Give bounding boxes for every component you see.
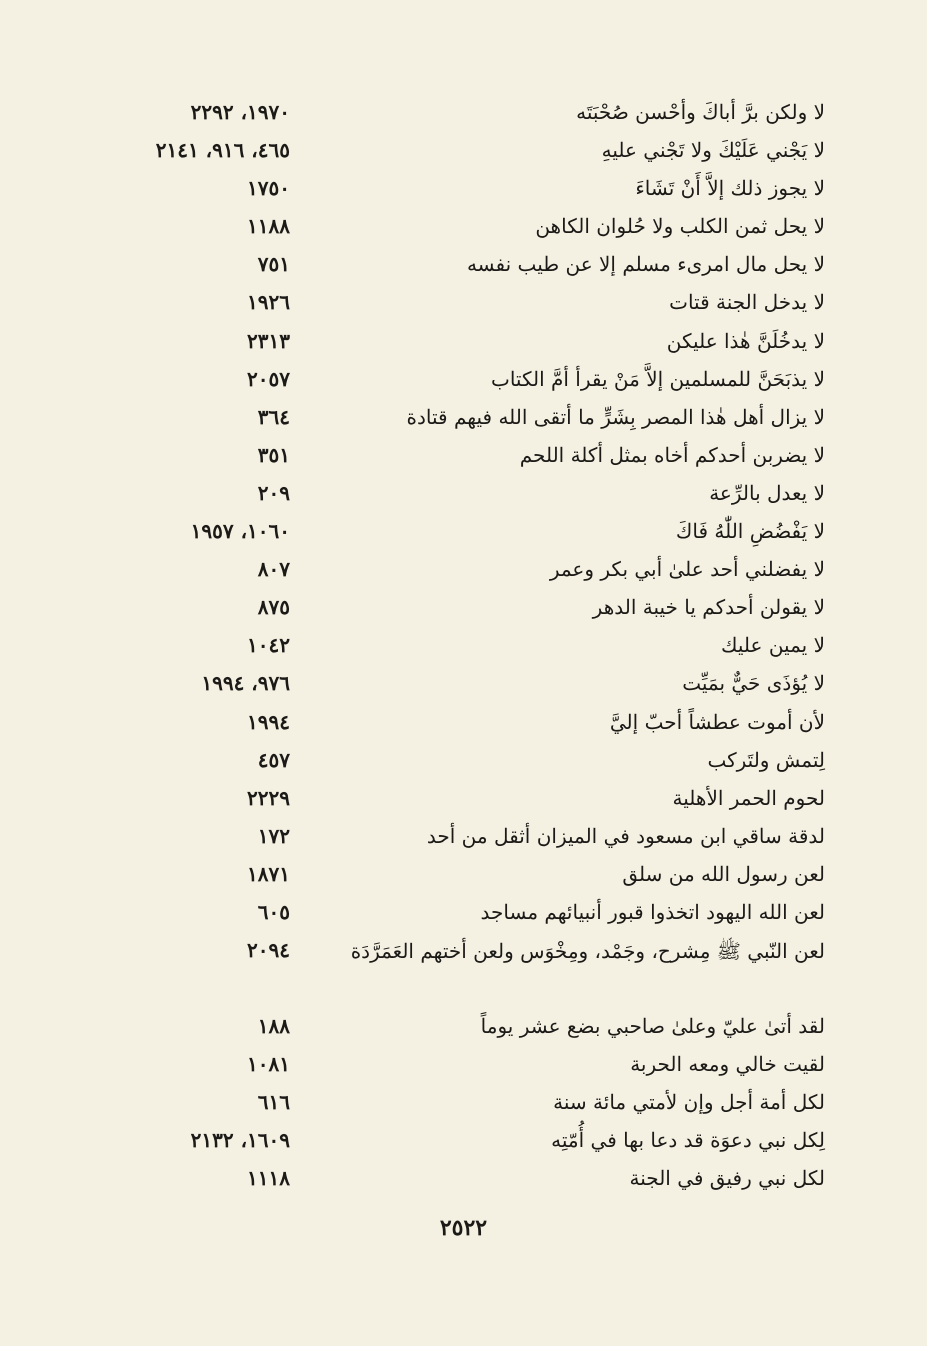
entry-phrase: لا يزال أهل هٰذا المصر بِشَرٍّ ما أتقى الله فيهم قتادة [406,404,825,429]
entry-phrase: لا يذبَحَنَّ للمسلمين إلاَّ مَنْ يقرأ أمَّ الكتاب [490,366,825,391]
index-entry [90,206,825,244]
index-entry [90,549,825,587]
entry-references: ٢٠٥٧ [247,366,290,391]
entry-references: ٤٥٧ [257,747,290,772]
entry-phrase: لا يدخُلَنَّ هٰذا عليكن [666,328,825,353]
entry-references: ١٠٤٢ [247,633,290,658]
entry-references: ١٩٧٠، ٢٢٩٢ [190,100,290,124]
index-entry [90,1158,825,1196]
entry-references: ٢٠٩ [257,480,290,505]
entry-phrase: لقد أتىٰ عليّ وعلىٰ صاحبي بضع عشر يوماً [480,1014,825,1039]
index-entry [90,625,825,663]
entry-references: ٨٠٧ [257,557,290,582]
index-entry [90,892,825,930]
entry-references: ٢٣١٣ [247,328,290,353]
index-entry [90,1082,825,1120]
entry-references: ١١١٨ [247,1166,290,1191]
entry-references: ٣٥١ [257,442,290,467]
entry-phrase: لا يضربن أحدكم أخاه بمثل أكلة اللحم [519,442,825,467]
entry-phrase: لحوم الحمر الأهلية [672,785,825,810]
entry-references: ١٧٢ [257,823,290,848]
entry-phrase: لأن أموت عطشاً أحبّ إليَّ [609,709,825,734]
entry-references: ١٩٢٦ [247,290,290,315]
entry-references: ٣٦٤ [257,404,290,429]
entry-phrase: لا يحل مال امرىء مسلم إلا عن طيب نفسه [466,252,825,277]
entry-references: ١١٨٨ [247,214,290,239]
index-entry [90,816,825,854]
page-number: ٢٥٢٢ [439,1215,488,1241]
index-entry [90,854,825,892]
index-entry [90,1120,825,1158]
entry-references: ٦١٦ [257,1090,290,1115]
index-entry [90,244,825,282]
entry-references: ١٨٨ [257,1014,290,1039]
entry-references: ٢٠٩٤ [247,938,290,963]
entry-phrase: لا يحل ثمن الكلب ولا حُلوان الكاهن [535,214,825,239]
index-entry [90,1044,825,1082]
index-entry [90,778,825,816]
index-entry [90,702,825,740]
index-entry [90,397,825,435]
index-entry [90,130,825,168]
entry-phrase: لا يدخل الجنة قتات [669,290,825,315]
entry-references: ١٦٠٩، ٢١٣٢ [190,1128,290,1153]
entry-phrase: لا يُؤذَى حَيٌّ بمَيِّت [682,671,825,696]
entry-phrase: لكل نبي رفيق في الجنة [629,1166,825,1191]
entry-phrase: لا يفضلني أحد علىٰ أبي بكر وعمر [549,557,825,582]
entry-references: ١٩٩٤ [247,709,290,734]
entry-references: ٩٧٦، ١٩٩٤ [201,671,290,696]
index-entry [90,587,825,625]
entry-phrase: لعن رسول الله من سلق [622,861,825,886]
entry-references: ٨٧٥ [257,595,290,620]
entry-references: ٤٦٥، ٩١٦، ٢١٤١ [155,138,290,163]
index-entry [90,663,825,701]
index-entry [90,511,825,549]
entry-phrase: لِكل نبي دعوَة قد دعا بها في أُمّتِه [551,1128,825,1153]
index-entry [90,359,825,397]
entry-phrase: لعن الله اليهود اتخذوا قبور أنبيائهم مساجد [480,899,825,924]
index-entry [90,1006,825,1044]
entry-phrase: لا يعدل بالرِّعة [709,480,825,505]
entry-phrase: لا ولكن برَّ أباكَ وأحْسن صُحْبَتَه [576,100,825,124]
entry-references: ١٠٨١ [247,1052,290,1077]
entry-references: ١٠٦٠، ١٩٥٧ [190,519,290,544]
index-entries-list [90,92,825,1197]
entry-phrase: لعن النّبي ﷺ مِشرح، وجَمْد، ومِخْوَس ولعن أختهم العَمَرَّدَة [350,939,825,964]
index-entry [90,92,825,130]
entry-phrase: لقيت خالي ومعه الحربة [630,1052,825,1077]
entry-phrase: لا يمين عليك [721,633,825,658]
index-entry [90,930,825,1006]
index-entry [90,435,825,473]
entry-phrase: لا يجوز ذلك إلاَّ أَنْ تَشَاءَ [635,176,825,201]
entry-references: ١٨٧١ [247,861,290,886]
entry-phrase: لا يقولن أحدكم يا خيبة الدهر [592,595,825,620]
index-entry [90,473,825,511]
index-entry [90,740,825,778]
entry-references: ٦٠٥ [257,899,290,924]
index-entry [90,282,825,320]
entry-references: ٧٥١ [257,252,290,277]
entry-phrase: لدقة ساقي ابن مسعود في الميزان أثقل من أحد [426,823,825,848]
index-entry [90,321,825,359]
entry-references: ١٧٥٠ [247,176,290,201]
index-entry [90,168,825,206]
entry-phrase: لا يَجْني عَلَيْكَ ولا تَجْني عليهِ [601,138,825,163]
entry-phrase: لِتمش ولتَركب [707,747,825,772]
entry-references: ٢٢٢٩ [247,785,290,810]
entry-phrase: لا يَفْضُضِ اللّٰهُ فَاكَ [675,519,825,544]
entry-phrase: لكل أمة أجل وإن لأمتي مائة سنة [553,1090,825,1115]
